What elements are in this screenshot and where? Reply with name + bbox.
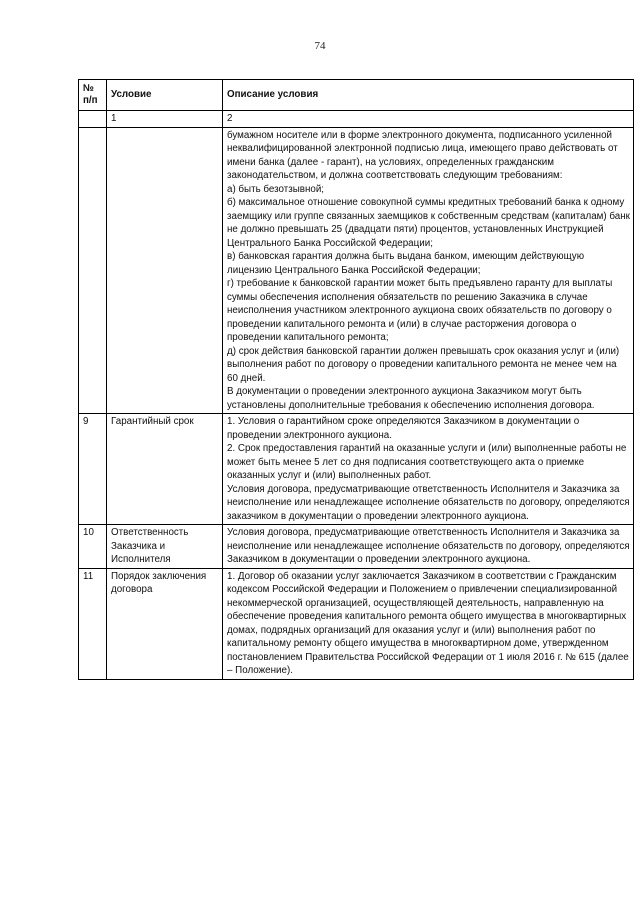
- description-paragraph: Условия договора, предусматривающие ответственность Исполнителя и Заказчика за неисполнение или ненадлежащее исполнение обязательств по договору, определяются Заказчиком в документации о проведении электронного аукциона.: [227, 527, 630, 565]
- row-description: [223, 525, 634, 569]
- conditions-table: [78, 79, 634, 680]
- description-paragraph: 1. Условия о гарантийном сроке определяются Заказчиком в документации о проведении электронного аукциона.: [227, 416, 580, 441]
- table-header-row: [79, 80, 634, 111]
- row-number: 9: [79, 414, 107, 525]
- description-paragraph: В документации о проведении электронного аукциона Заказчиком могут быть установлены дополнительные требования к обеспечению исполнения договора.: [227, 386, 595, 411]
- table-row: [79, 414, 634, 525]
- index-cell-0: [79, 111, 107, 128]
- description-paragraph: б) максимальное отношение совокупной суммы кредитных требований банка к одному заемщику или группе связанных заемщиков к собственным средствам (капиталам) банк не должно превышать 25 (двадцати пяти) процентов, установленных Инструкцией Центрального Банка Российской Федерации;: [227, 197, 630, 249]
- description-paragraph: 1. Договор об оказании услуг заключается Заказчиком в соответствии с Гражданским кодексом Российской Федерации и Положением о привлечении специализированной некоммерческой организацией, осуществляющей деятельность, направленную на обеспечение проведения капитального ремонта общего имущества в многоквартирных домах, подрядных организаций для оказания услуг и (или) выполнения работ по капитальному ремонту общего имущества в многоквартирном доме, утвержденном постановлением Правительства Российской Федерации от 1 июля 2016 г. № 615 (далее – Положение).: [227, 570, 629, 676]
- header-description: Описание условия: [223, 80, 634, 111]
- table-index-row: [79, 111, 634, 128]
- page-number: 74: [314, 40, 326, 52]
- table-row: [79, 525, 634, 569]
- row-condition: Гарантийный срок: [107, 414, 223, 525]
- row-number: [79, 127, 107, 414]
- index-cell-2: 2: [223, 111, 634, 128]
- row-description: [223, 568, 634, 679]
- description-paragraph: г) требование к банковской гарантии может быть предъявлено гаранту для выплаты суммы обеспечения исполнения обязательств по решению Заказчика в случае неисполнения участником электронного аукциона своих обязательств по договору о проведении капитального ремонта и (или) в случае расторжения договора о проведении капитального ремонта;: [227, 278, 613, 343]
- description-paragraph: а) быть безотзывной;: [227, 183, 325, 195]
- row-number: 10: [79, 525, 107, 569]
- table-row: [79, 127, 634, 414]
- row-condition: [107, 127, 223, 414]
- description-paragraph: Условия договора, предусматривающие ответственность Исполнителя и Заказчика за неисполнение или ненадлежащее исполнение обязательств по договору, определяются заказчиком в документации о проведении электронного аукциона.: [227, 483, 630, 522]
- row-number: 11: [79, 568, 107, 679]
- row-description: [223, 127, 634, 414]
- description-paragraph: д) срок действия банковской гарантии должен превышать срок оказания услуг и (или) выполнения работ по договору о проведении капитального ремонта не менее чем на 60 дней.: [227, 345, 620, 384]
- row-condition: Порядок заключения договора: [107, 568, 223, 679]
- row-description: [223, 414, 634, 525]
- table-body: [79, 127, 634, 679]
- header-condition: Условие: [107, 80, 223, 111]
- description-paragraph: в) банковская гарантия должна быть выдана банком, имеющим действующую лицензию Центрального Банка Российской Федерации;: [227, 251, 585, 276]
- row-condition: Ответственность Заказчика и Исполнителя: [107, 525, 223, 569]
- description-paragraph: 2. Срок предоставления гарантий на оказанные услуги и (или) выполненные работы не может быть менее 5 лет со дня подписания соответствующего акта о приемке оказанных услуг и (или) выполненных работ.: [227, 443, 627, 481]
- header-number: № п/п: [79, 80, 107, 111]
- index-cell-1: 1: [107, 111, 223, 128]
- table-row: [79, 568, 634, 679]
- description-paragraph: бумажном носителе или в форме электронного документа, подписанного усиленной неквалифицированной электронной подписью лица, имеющего право действовать от имени банка (далее - гарант), на условиях, определенных гражданским законодательством, и должна соответствовать следующим требованиям:: [227, 129, 618, 181]
